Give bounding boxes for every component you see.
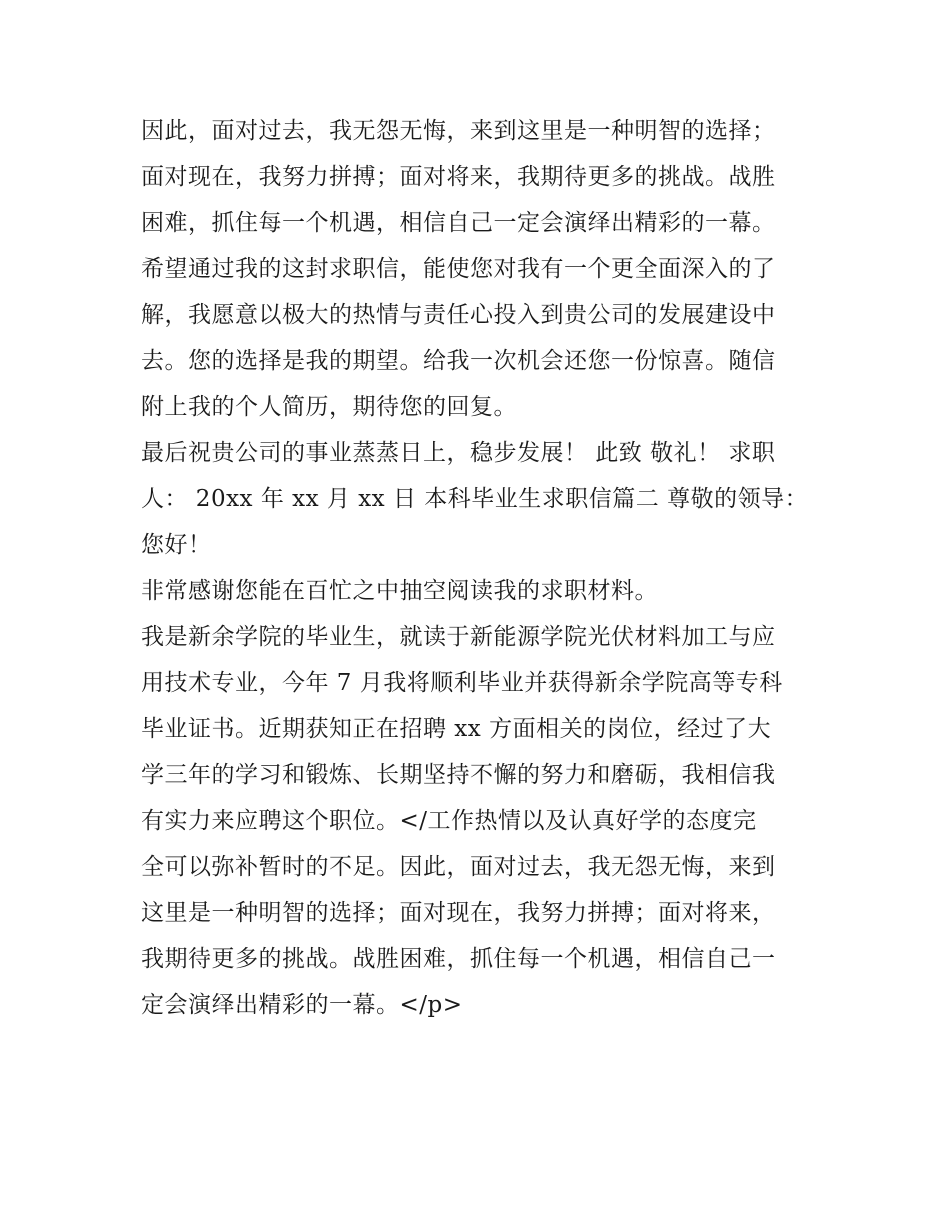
text-line: 希望通过我的这封求职信，能使您对我有一个更全面深入的了 (141, 256, 776, 282)
text-line: 困难，抓住每一个机遇，相信自己一定会演绎出精彩的一幕。 (141, 210, 776, 236)
text-line: 全可以弥补暂时的不足。因此，面对过去，我无怨无悔，来到 (141, 854, 776, 880)
text-line: 附上我的个人简历，期待您的回复。 (141, 394, 517, 420)
text-line: 毕业证书。近期获知正在招聘 xx 方面相关的岗位，经过了大 (141, 716, 772, 742)
cover-letter-text (141, 108, 821, 1028)
text-line: 学三年的学习和锻炼、长期坚持不懈的努力和磨砺，我相信我 (141, 762, 776, 788)
text-line: 因此，面对过去，我无怨无悔，来到这里是一种明智的选择； (141, 118, 776, 144)
text-line: 人： 20xx 年 xx 月 xx 日 本科毕业生求职信篇二 尊敬的领导： (141, 486, 809, 512)
text-line: 有实力来应聘这个职位。</工作热情以及认真好学的态度完 (141, 808, 757, 834)
text-line: 面对现在，我努力拼搏；面对将来，我期待更多的挑战。战胜 (141, 164, 776, 190)
text-line: 非常感谢您能在百忙之中抽空阅读我的求职材料。 (141, 578, 658, 604)
text-line: 去。您的选择是我的期望。给我一次机会还您一份惊喜。随信 (141, 348, 776, 374)
text-line: 解，我愿意以极大的热情与责任心投入到贵公司的发展建设中 (141, 302, 776, 328)
text-line: 我是新余学院的毕业生，就读于新能源学院光伏材料加工与应 (141, 624, 776, 650)
text-line: 定会演绎出精彩的一幕。</p> (141, 992, 463, 1018)
text-line: 这里是一种明智的选择；面对现在，我努力拼搏；面对将来， (141, 900, 776, 926)
text-line: 用技术专业，今年 7 月我将顺利毕业并获得新余学院高等专科 (141, 670, 783, 696)
text-line: 最后祝贵公司的事业蒸蒸日上，稳步发展！ 此致 敬礼！ 求职 (141, 440, 776, 466)
text-line: 我期待更多的挑战。战胜困难，抓住每一个机遇，相信自己一 (141, 946, 776, 972)
text-line: 您好！ (141, 532, 212, 558)
